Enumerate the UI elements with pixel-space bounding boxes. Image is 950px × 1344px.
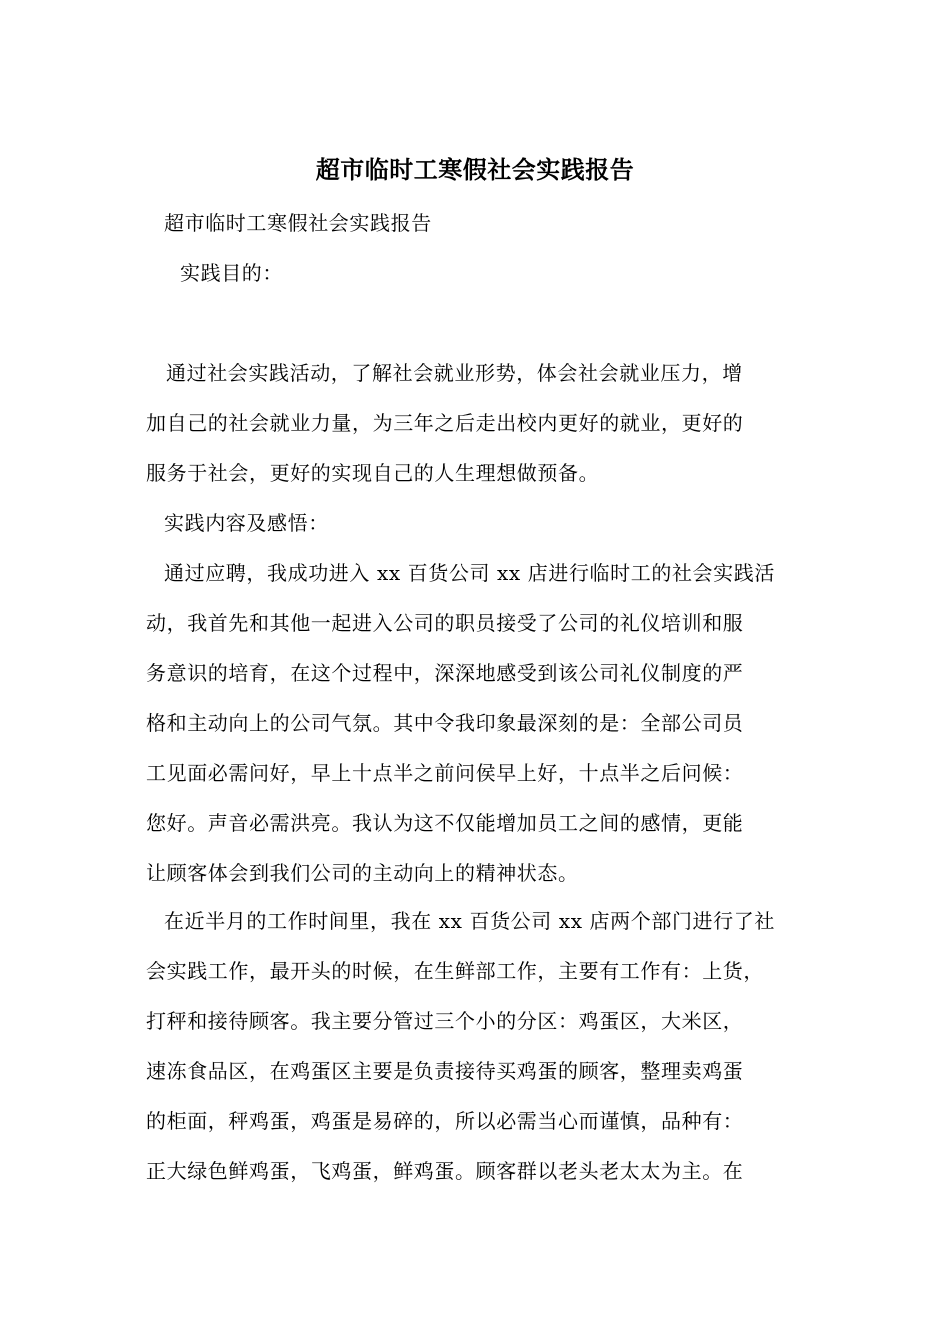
paragraph-line: 通过应聘，我成功进入 xx 百货公司 xx 店进行临时工的社会实践活	[164, 561, 775, 585]
purpose-line: 通过社会实践活动，了解社会就业形势，体会社会就业压力，增	[166, 361, 743, 385]
paragraph-line: 的柜面，秤鸡蛋，鸡蛋是易碎的，所以必需当心而谨慎，品种有：	[146, 1109, 744, 1133]
paragraph-line: 在近半月的工作时间里，我在 xx 百货公司 xx 店两个部门进行了社	[164, 909, 775, 933]
document-subtitle: 超市临时工寒假社会实践报告	[164, 211, 432, 235]
content-heading: 实践内容及感悟：	[164, 511, 329, 535]
paragraph-line: 工见面必需问好，早上十点半之前问侯早上好，十点半之后问候：	[146, 761, 744, 785]
paragraph-line: 正大绿色鲜鸡蛋，飞鸡蛋，鲜鸡蛋。顾客群以老头老太太为主。在	[146, 1159, 744, 1183]
paragraph-line: 务意识的培育，在这个过程中，深深地感受到该公司礼仪制度的严	[146, 661, 744, 685]
purpose-line: 服务于社会，更好的实现自己的人生理想做预备。	[146, 461, 600, 485]
paragraph-line: 动，我首先和其他一起进入公司的职员接受了公司的礼仪培训和服	[146, 611, 744, 635]
paragraph-line: 速冻食品区，在鸡蛋区主要是负责接待买鸡蛋的顾客，整理卖鸡蛋	[146, 1059, 744, 1083]
paragraph-line: 会实践工作，最开头的时候，在生鲜部工作，主要有工作有：上货，	[146, 959, 764, 983]
paragraph-line: 打秤和接待顾客。我主要分管过三个小的分区：鸡蛋区，大米区，	[146, 1009, 744, 1033]
paragraph-line: 让顾客体会到我们公司的主动向上的精神状态。	[146, 861, 579, 885]
document-title: 超市临时工寒假社会实践报告	[315, 155, 635, 184]
paragraph-line: 您好。声音必需洪亮。我认为这不仅能增加员工之间的感情，更能	[146, 811, 744, 835]
paragraph-line: 格和主动向上的公司气氛。其中令我印象最深刻的是：全部公司员	[146, 711, 744, 735]
purpose-heading: 实践目的：	[180, 261, 283, 285]
purpose-line: 加自己的社会就业力量，为三年之后走出校内更好的就业，更好的	[146, 411, 744, 435]
